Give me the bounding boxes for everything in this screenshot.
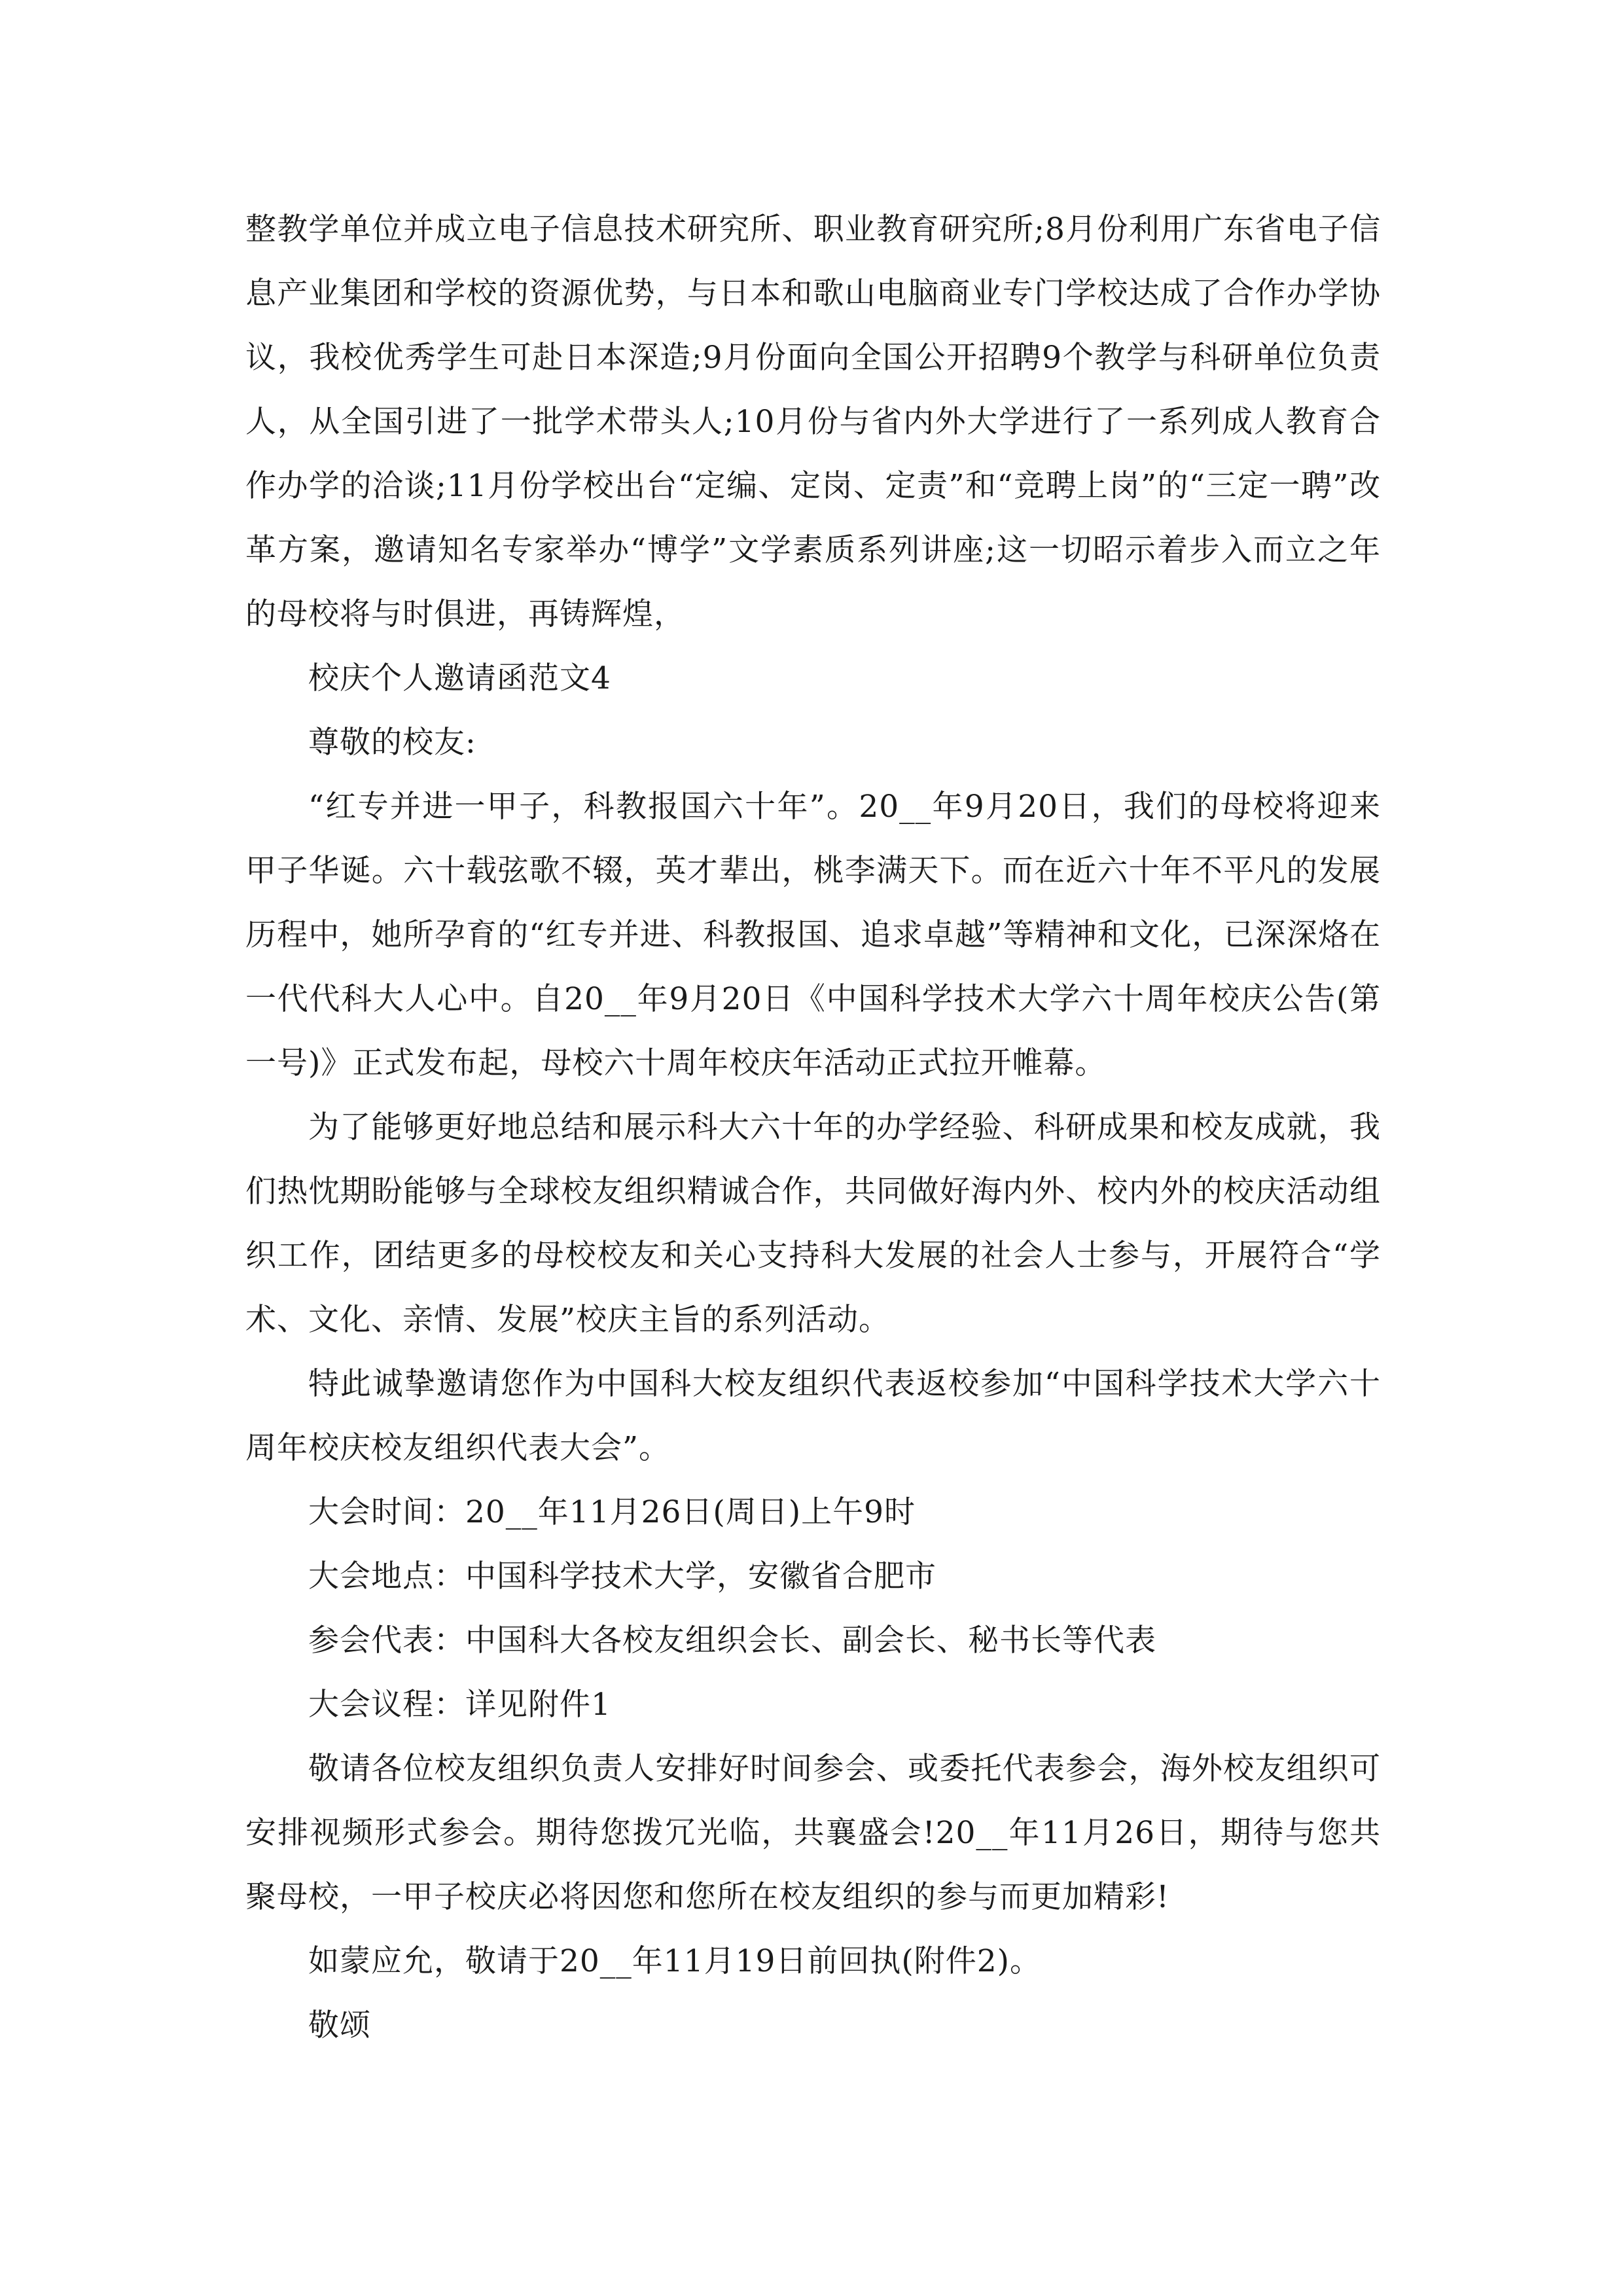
paragraph-reply: 如蒙应允，敬请于20__年11月19日前回执(附件2)。: [308, 1943, 1041, 1979]
meeting-agenda: 大会议程：详见附件1: [308, 1687, 611, 1723]
meeting-attendees: 参会代表：中国科大各校友组织会长、副会长、秘书长等代表: [308, 1623, 1156, 1659]
paragraph-invitation: 特此诚挚邀请您作为中国科大校友组织代表返校参加“中国科学技术大学六十周年校庆校友组织代表大会”。: [245, 1366, 1381, 1466]
closing: 敬颂: [308, 2007, 371, 2043]
paragraph-continuation: 整教学单位并成立电子信息技术研究所、职业教育研究所;8月份利用广东省电子信息产业集团和学校的资源优势，与日本和歌山电脑商业专门学校达成了合作办学协议，我校优秀学生可赴日本深造;9月份面向全国公开招聘9个教学与科研单位负责人，从全国引进了一批学术带头人;10月份与省内外大学进行了一系列成人教育合作办学的洽谈;11月份学校出台“定编、定岗、定责”和“竞聘上岗”的“三定一聘”改革方案，邀请知名专家举办“博学”文学素质系列讲座;这一切昭示着步入而立之年的母校将与时俱进，再铸辉煌，: [245, 211, 1381, 632]
paragraph-request: 敬请各位校友组织负责人安排好时间参会、或委托代表参会，海外校友组织可安排视频形式参会。期待您拨冗光临，共襄盛会!20__年11月26日，期待与您共聚母校，一甲子校庆必将因您和您所在校友组织的参与而更加精彩!: [245, 1751, 1381, 1915]
meeting-time: 大会时间：20__年11月26日(周日)上午9时: [308, 1494, 916, 1530]
paragraph-anniversary: “红专并进一甲子，科教报国六十年”。20__年9月20日，我们的母校将迎来甲子华诞。六十载弦歌不辍，英才辈出，桃李满天下。而在近六十年不平凡的发展历程中，她所孕育的“红专并进、科教报国、追求卓越”等精神和文化，已深深烙在一代代科大人心中。自20__年9月20日《中国科学技术大学六十周年校庆公告(第一号)》正式发布起，母校六十周年校庆年活动正式拉开帷幕。: [245, 789, 1381, 1081]
document-page: [245, 198, 1381, 2058]
salutation: 尊敬的校友:: [308, 725, 476, 761]
meeting-location: 大会地点：中国科学技术大学，安徽省合肥市: [308, 1558, 936, 1594]
paragraph-purpose: 为了能够更好地总结和展示科大六十年的办学经验、科研成果和校友成就，我们热忱期盼能够与全球校友组织精诚合作，共同做好海内外、校内外的校庆活动组织工作，团结更多的母校校友和关心支持科大发展的社会人士参与，开展符合“学术、文化、亲情、发展”校庆主旨的系列活动。: [245, 1109, 1381, 1338]
section-title: 校庆个人邀请函范文4: [308, 660, 611, 696]
